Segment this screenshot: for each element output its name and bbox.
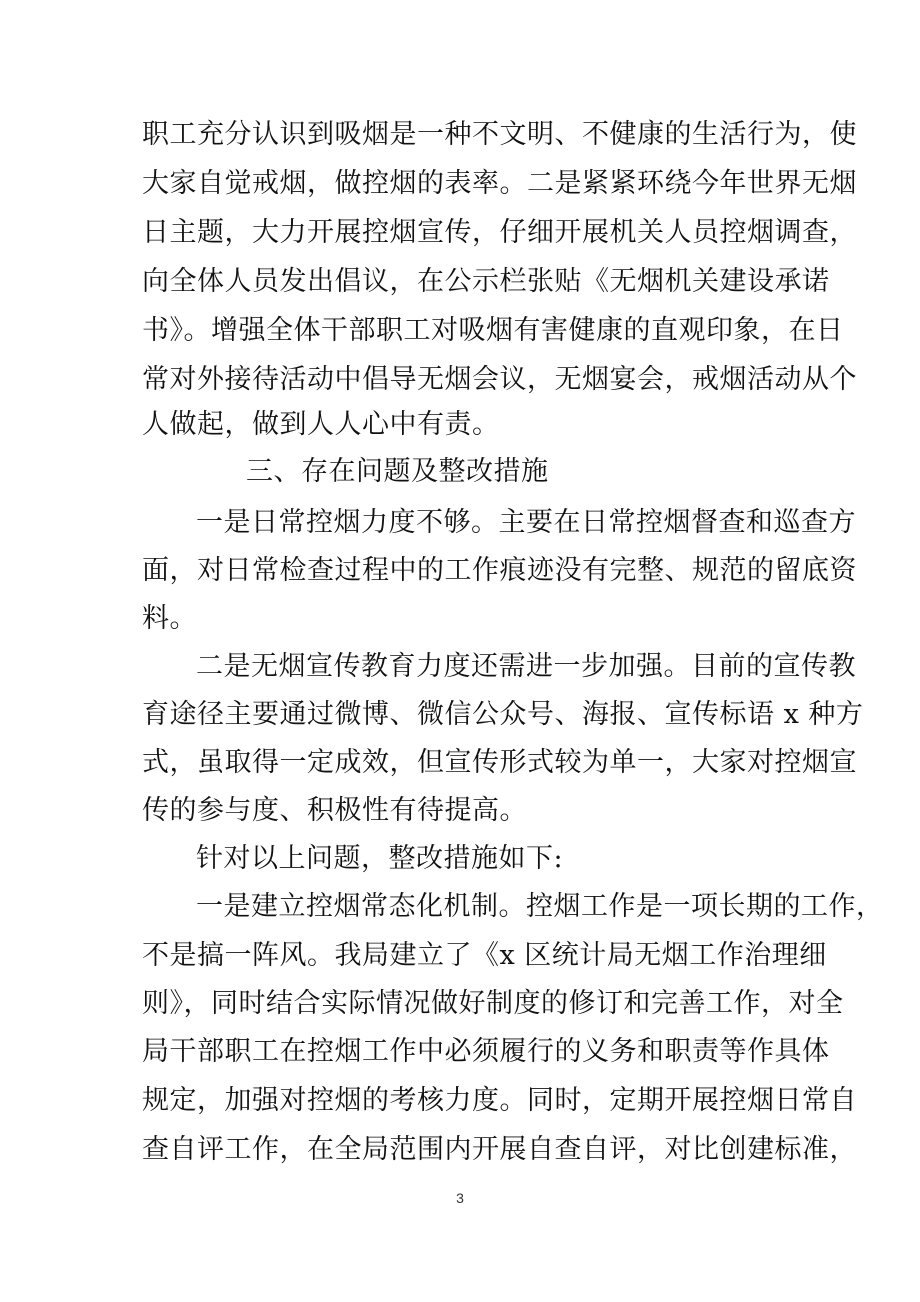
paragraph-line: 常对外接待活动中倡导无烟会议，无烟宴会，戒烟活动从个 <box>142 364 857 395</box>
paragraph-line: 日主题，大力开展控烟宣传，仔细开展机关人员控烟调查， <box>142 217 857 248</box>
paragraph-line: 式，虽取得一定成效，但宣传形式较为单一，大家对控烟宣 <box>142 747 857 778</box>
section-heading: 三、存在问题及整改措施 <box>246 456 549 487</box>
paragraph-line: 二是无烟宣传教育力度还需进一步加强。目前的宣传教 <box>196 651 856 682</box>
paragraph-line: 查自评工作，在全局范围内开展自查自评，对比创建标准， <box>142 1134 857 1165</box>
paragraph-line: 一是日常控烟力度不够。主要在日常控烟督查和巡查方 <box>196 507 856 538</box>
paragraph-line: 针对以上问题，整改措施如下: <box>196 843 564 874</box>
paragraph-line: 局干部职工在控烟工作中必须履行的义务和职责等作具体 <box>142 1036 830 1067</box>
paragraph-line: 大家自觉戒烟，做控烟的表率。二是紧紧环绕今年世界无烟 <box>142 168 857 199</box>
paragraph-line: 规定，加强对控烟的考核力度。同时，定期开展控烟日常自 <box>142 1085 857 1116</box>
paragraph-line: 育途径主要通过微博、微信公众号、海报、宣传标语 x 种方 <box>142 699 864 730</box>
paragraph-line: 传的参与度、积极性有待提高。 <box>142 795 527 826</box>
paragraph-line: 人做起，做到人人心中有责。 <box>142 409 500 440</box>
paragraph-line: 向全体人员发出倡议，在公示栏张贴《无烟机关建设承诺 <box>142 266 830 297</box>
paragraph-line: 则》，同时结合实际情况做好制度的修订和完善工作，对全 <box>142 988 844 1019</box>
paragraph-line: 职工充分认识到吸烟是一种不文明、不健康的生活行为，使 <box>142 119 857 150</box>
paragraph-line: 料。 <box>142 603 197 634</box>
paragraph-line: 一是建立控烟常态化机制。控烟工作是一项长期的工作， <box>196 891 884 922</box>
paragraph-line: 书》。增强全体干部职工对吸烟有害健康的直观印象，在日 <box>142 315 844 346</box>
paragraph-line: 不是搞一阵风。我局建立了《x 区统计局无烟工作治理细 <box>142 940 827 971</box>
paragraph-line: 面，对日常检查过程中的工作痕迹没有完整、规范的留底资 <box>142 555 857 586</box>
page-number: 3 <box>456 1190 464 1206</box>
